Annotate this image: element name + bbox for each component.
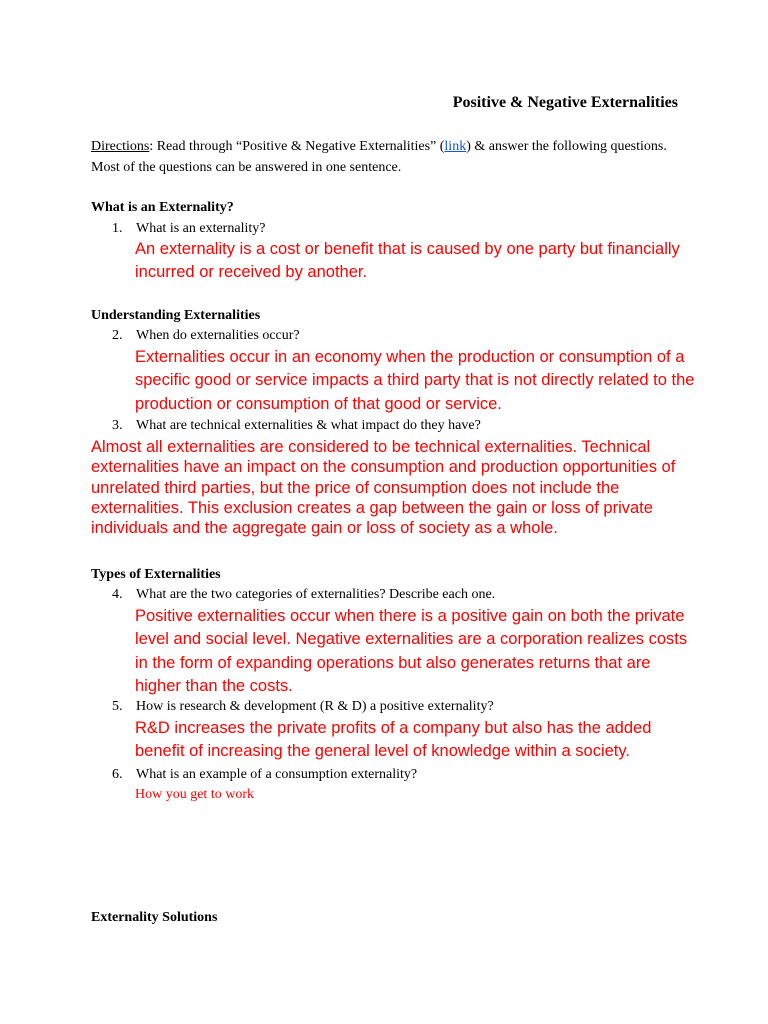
question-text: What is an example of a consumption externality? [136,767,418,782]
question-number: 4. [112,587,123,602]
section-heading: Externality Solutions [91,910,218,925]
directions-text-before-link: : Read through “Positive & Negative Externalities” ( [149,139,445,154]
question-number: 2. [112,328,123,343]
question-item [112,220,265,238]
answer-text: Externalities occur in an economy when the production or consumption of a specific good or service impacts a third party that is not directly related to the production or consumption of that good or service. [135,348,695,413]
question-number: 3. [112,418,123,433]
directions-text-after-link: ) & answer the following questions. Most of the questions can be answered in one sentence. [91,139,667,175]
question-text: What are technical externalities & what impact do they have? [136,418,481,433]
question-text: When do externalities occur? [136,328,300,343]
question-item [112,586,495,604]
question-number: 1. [112,221,123,236]
question-item [112,327,300,345]
document-title: Positive & Negative Externalities [452,94,678,111]
question-item [112,417,481,435]
question-item [112,766,417,784]
section-heading: Understanding Externalities [91,308,261,323]
source-link[interactable]: link [444,139,467,154]
question-number: 6. [112,767,123,782]
answer-text: R&D increases the private profits of a company but also has the added benefit of increasing the general level of knowledge within a society. [135,719,652,761]
question-item [112,698,494,716]
answer-text: Positive externalities occur when there is a positive gain on both the private level and social level. Negative externalities are a corporation realizes costs in the form of expanding operations but also generates returns that are higher than the costs. [135,607,688,695]
directions-label: Directions [91,139,150,154]
question-text: What is an externality? [136,221,266,236]
section-heading: What is an Externality? [91,200,234,215]
question-text: What are the two categories of externalities? Describe each one. [136,587,496,602]
directions-paragraph [91,136,671,178]
answer-text: Almost all externalities are considered to be technical externalities. Technical externalities have an impact on the consumption and production opportunities of unrelated third parties, but the price of consumption does not include the externalities. This exclusion creates a gap between the gain or loss of private individuals and the aggregate gain or loss of society as a whole. [91,438,676,538]
section-heading: Types of Externalities [91,567,221,582]
question-text: How is research & development (R & D) a positive externality? [136,699,494,714]
question-number: 5. [112,699,123,714]
answer-text: An externality is a cost or benefit that is caused by one party but financially incurred or received by another. [135,240,680,282]
answer-text: How you get to work [135,787,254,802]
